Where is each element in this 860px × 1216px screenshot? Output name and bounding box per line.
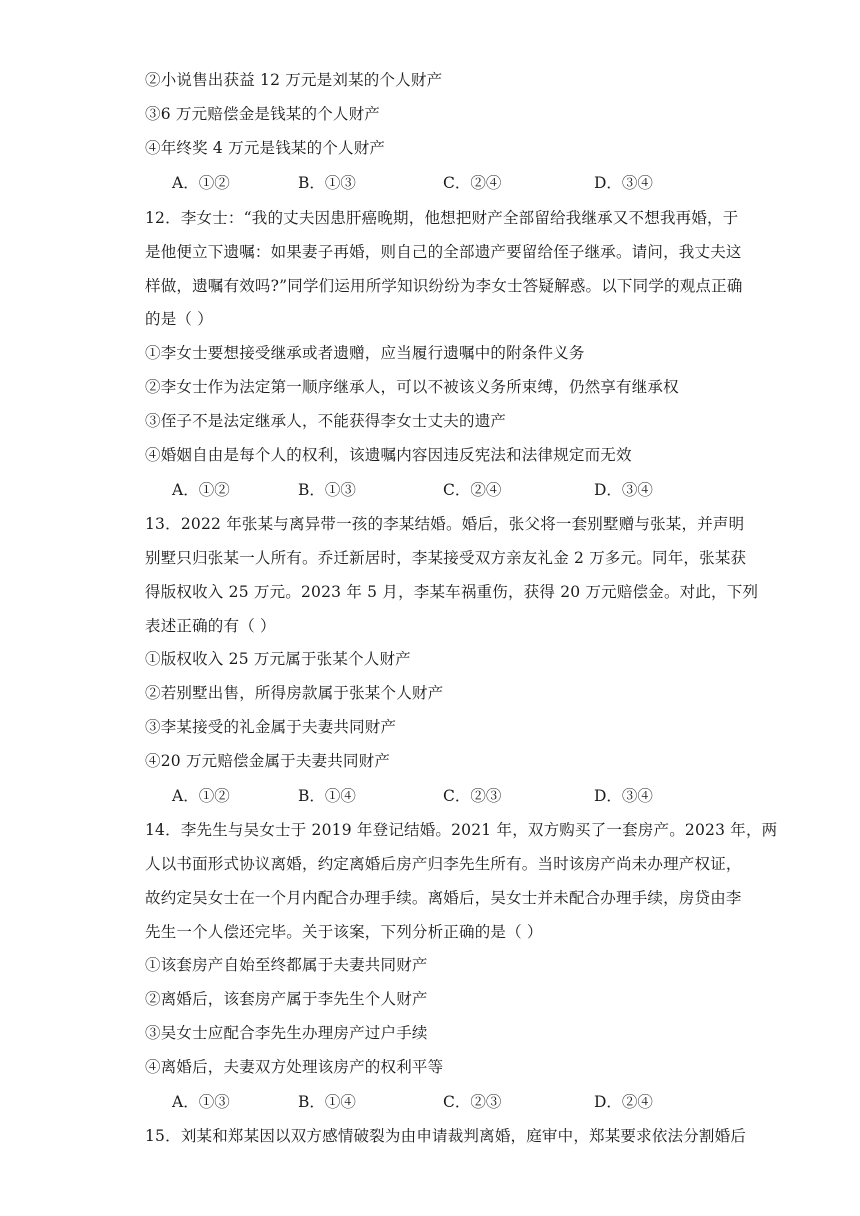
- q15-stem-line-1: 15．刘某和郑某因以双方感情破裂为由申请裁判离婚，庭审中，郑某要求依法分割婚后: [145, 1127, 747, 1145]
- q14-option-2: ②离婚后，该套房产属于李先生个人财产: [145, 990, 428, 1008]
- q14-option-1: ①该套房产自始至终都属于夫妻共同财产: [145, 956, 428, 974]
- q14-choice-b: B．①④: [298, 1093, 356, 1111]
- q13-option-3: ③李某接受的礼金属于夫妻共同财产: [145, 718, 397, 736]
- q14-stem-line-3: 故约定吴女士在一个月内配合办理手续。离婚后，吴女士并未配合办理手续，房贷由李: [145, 889, 742, 907]
- q12-option-4: ④婚姻自由是每个人的权利，该遗嘱内容因违反宪法和法律规定而无效: [145, 446, 632, 464]
- q13-option-1: ①版权收入 25 万元属于张某个人财产: [145, 650, 411, 668]
- q12-choices: [172, 479, 672, 501]
- q14-stem-line-2: 人以书面形式协议离婚，约定离婚后房产归李先生所有。当时该房产尚未办理产权证，: [145, 855, 742, 873]
- q11-choice-c: C．②④: [443, 174, 502, 192]
- q12-option-3: ③侄子不是法定继承人，不能获得李女士丈夫的遗产: [145, 412, 507, 430]
- q13-choices: [172, 785, 672, 807]
- q12-choice-b: B．①③: [298, 481, 356, 499]
- q14-choice-c: C．②③: [443, 1093, 502, 1111]
- q11-option-4: ④年终奖 4 万元是钱某的个人财产: [145, 139, 386, 157]
- q11-choice-b: B．①③: [298, 174, 356, 192]
- q12-choice-c: C．②④: [443, 481, 502, 499]
- q12-stem-line-1: 12．李女士：“我的丈夫因患肝癌晚期，他想把财产全部留给我继承又不想我再婚，于: [145, 209, 739, 227]
- q13-choice-b: B．①④: [298, 787, 356, 805]
- q12-option-2: ②李女士作为法定第一顺序继承人，可以不被该义务所束缚，仍然享有继承权: [145, 378, 679, 396]
- q13-choice-c: C．②③: [443, 787, 502, 805]
- q14-option-3: ③吴女士应配合李先生办理房产过户手续: [145, 1024, 428, 1042]
- q13-option-2: ②若别墅出售，所得房款属于张某个人财产: [145, 684, 444, 702]
- q13-choice-a: A．①②: [172, 787, 230, 805]
- q11-choice-d: D．③④: [594, 174, 653, 192]
- q12-stem-line-4: 的是（ ）: [145, 310, 213, 328]
- q12-stem-line-2: 是他便立下遗嘱：如果妻子再婚，则自己的全部遗产要留给侄子继承。请问，我丈夫这: [145, 243, 742, 261]
- q13-stem-line-1: 13．2022 年张某与离异带一孩的李某结婚。婚后，张父将一套别墅赠与张某，并声明: [145, 515, 745, 533]
- q11-choice-a: A．①②: [172, 174, 230, 192]
- q14-choices: [172, 1091, 672, 1113]
- q12-choice-a: A．①②: [172, 481, 230, 499]
- q13-stem-line-2: 别墅只归张某一人所有。乔迁新居时，李某接受双方亲友礼金 2 万多元。同年，张某获: [145, 549, 747, 567]
- q13-option-4: ④20 万元赔偿金属于夫妻共同财产: [145, 752, 391, 770]
- q11-option-2: ②小说售出获益 12 万元是刘某的个人财产: [145, 71, 443, 89]
- q14-choice-d: D．②④: [594, 1093, 653, 1111]
- q13-stem-line-4: 表述正确的有（ ）: [145, 617, 276, 635]
- q12-option-1: ①李女士要想接受继承或者遗赠，应当履行遗嘱中的附条件义务: [145, 344, 585, 362]
- q14-choice-a: A．①③: [172, 1093, 230, 1111]
- q14-option-4: ④离婚后，夫妻双方处理该房产的权利平等: [145, 1058, 444, 1076]
- q13-stem-line-3: 得版权收入 25 万元。2023 年 5 月，李某车祸重伤，获得 20 万元赔偿金。对此，下列: [145, 583, 759, 601]
- q14-stem-line-1: 14．李先生与吴女士于 2019 年登记结婚。2021 年，双方购买了一套房产。2023 年，两: [145, 821, 778, 839]
- q12-stem-line-3: 样做，遗嘱有效吗?”同学们运用所学知识纷纷为李女士答疑解惑。以下同学的观点正确: [145, 277, 743, 295]
- q11-choices: [172, 172, 672, 194]
- q13-choice-d: D．③④: [594, 787, 653, 805]
- q11-option-3: ③6 万元赔偿金是钱某的个人财产: [145, 105, 380, 123]
- q14-stem-line-4: 先生一个人偿还完毕。关于该案，下列分析正确的是（ ）: [145, 923, 543, 941]
- q12-choice-d: D．③④: [594, 481, 653, 499]
